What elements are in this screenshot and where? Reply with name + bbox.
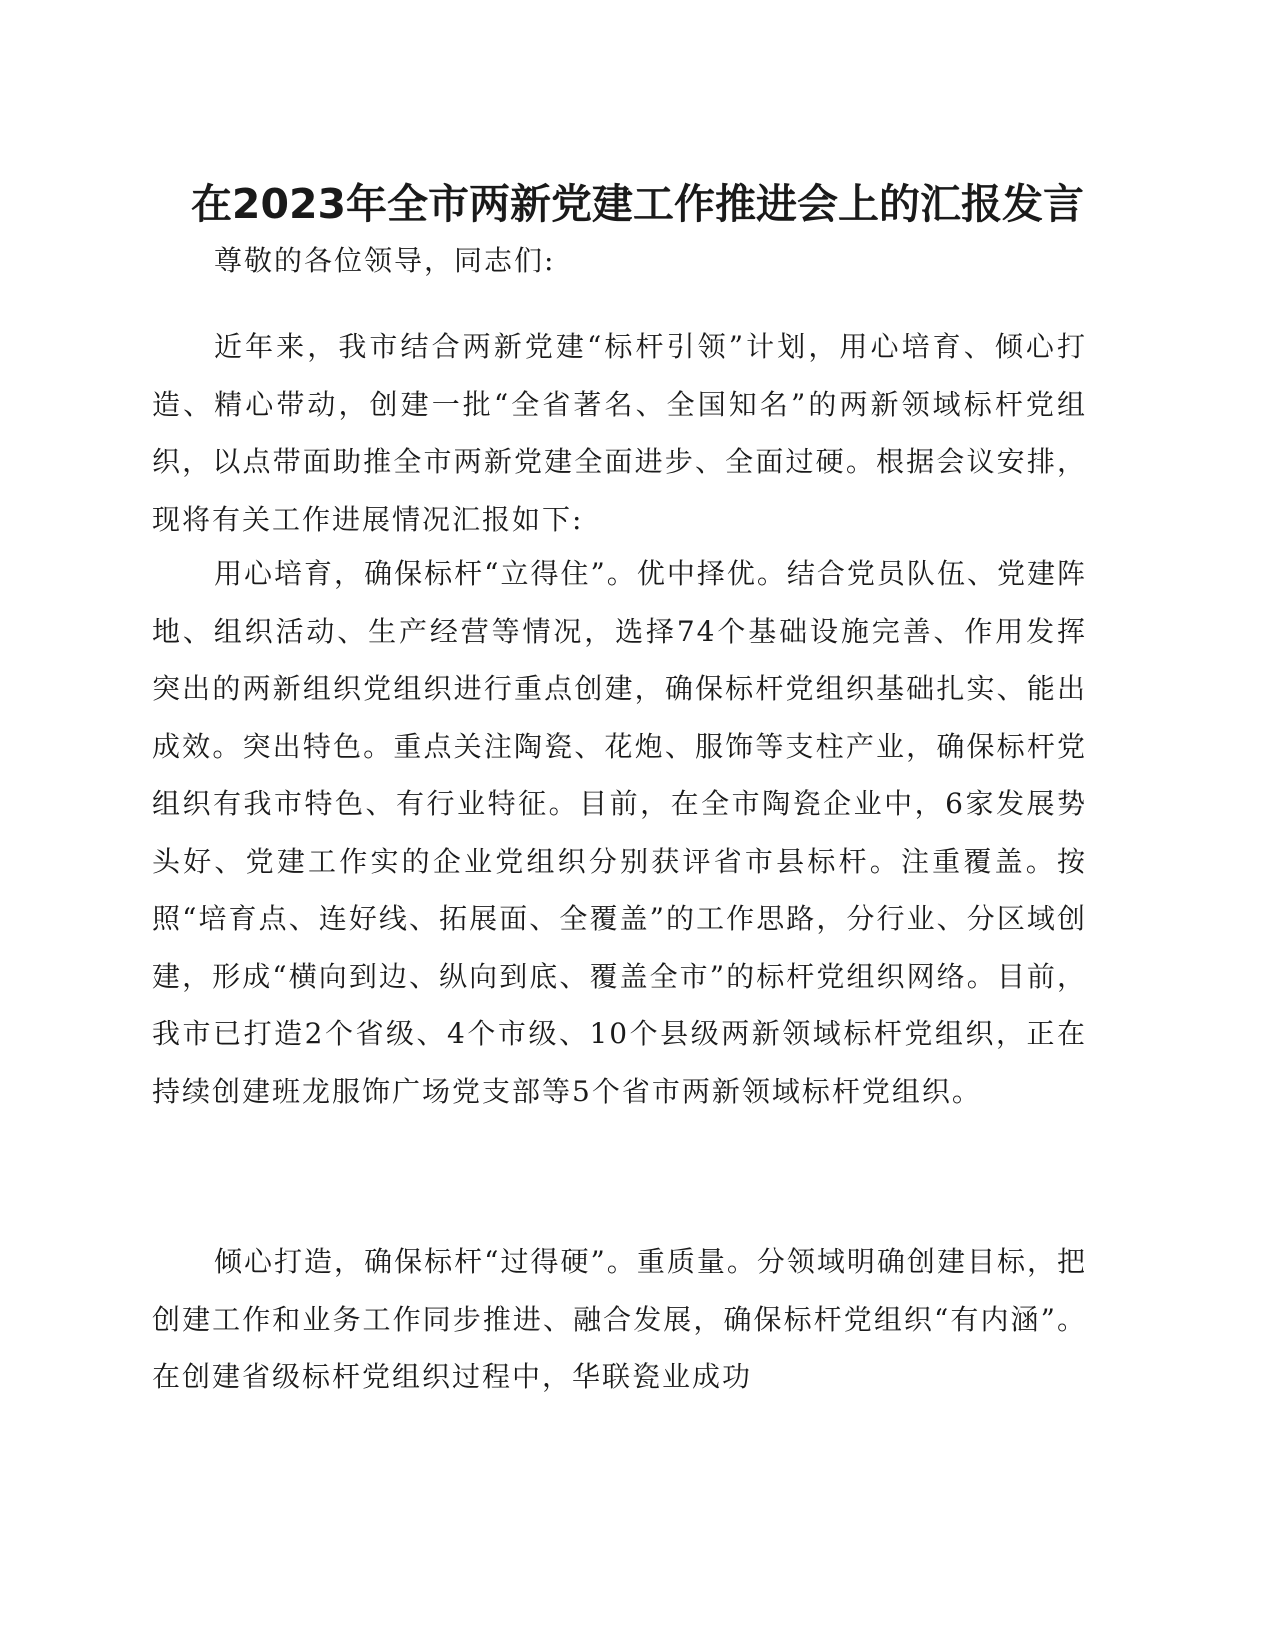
- paragraph-cultivation: 用心培育，确保标杆“立得住”。优中择优。结合党员队伍、党建阵地、组织活动、生产经营等情况，选择74个基础设施完善、作用发挥突出的两新组织党组织进行重点创建，确保标杆党组织基础扎实、能出成效。突出特色。重点关注陶瓷、花炮、服饰等支柱产业，确保标杆党组织有我市特色、有行业特征。目前，在全市陶瓷企业中，6家发展势头好、党建工作实的企业党组织分别获评省市县标杆。注重覆盖。按照“培育点、连好线、拓展面、全覆盖”的工作思路，分行业、分区域创建，形成“横向到边、纵向到底、覆盖全市”的标杆党组织网络。目前，我市已打造2个省级、4个市级、10个县级两新领域标杆党组织，正在持续创建班龙服饰广场党支部等5个省市两新领域标杆党组织。: [152, 557, 1087, 1108]
- paragraph-intro: 近年来，我市结合两新党建“标杆引领”计划，用心培育、倾心打造、精心带动，创建一批“全省著名、全国知名”的两新领域标杆党组织，以点带面助推全市两新党建全面进步、全面过硬。根据会议安排，现将有关工作进展情况汇报如下:: [152, 330, 1087, 536]
- paragraph-building: 倾心打造，确保标杆“过得硬”。重质量。分领域明确创建目标，把创建工作和业务工作同步推进、融合发展，确保标杆党组织“有内涵”。在创建省级标杆党组织过程中，华联瓷业成功: [152, 1245, 1087, 1393]
- document-title: 在2023年全市两新党建工作推进会上的汇报发言: [190, 180, 1085, 228]
- greeting-line: 尊敬的各位领导，同志们:: [214, 244, 556, 277]
